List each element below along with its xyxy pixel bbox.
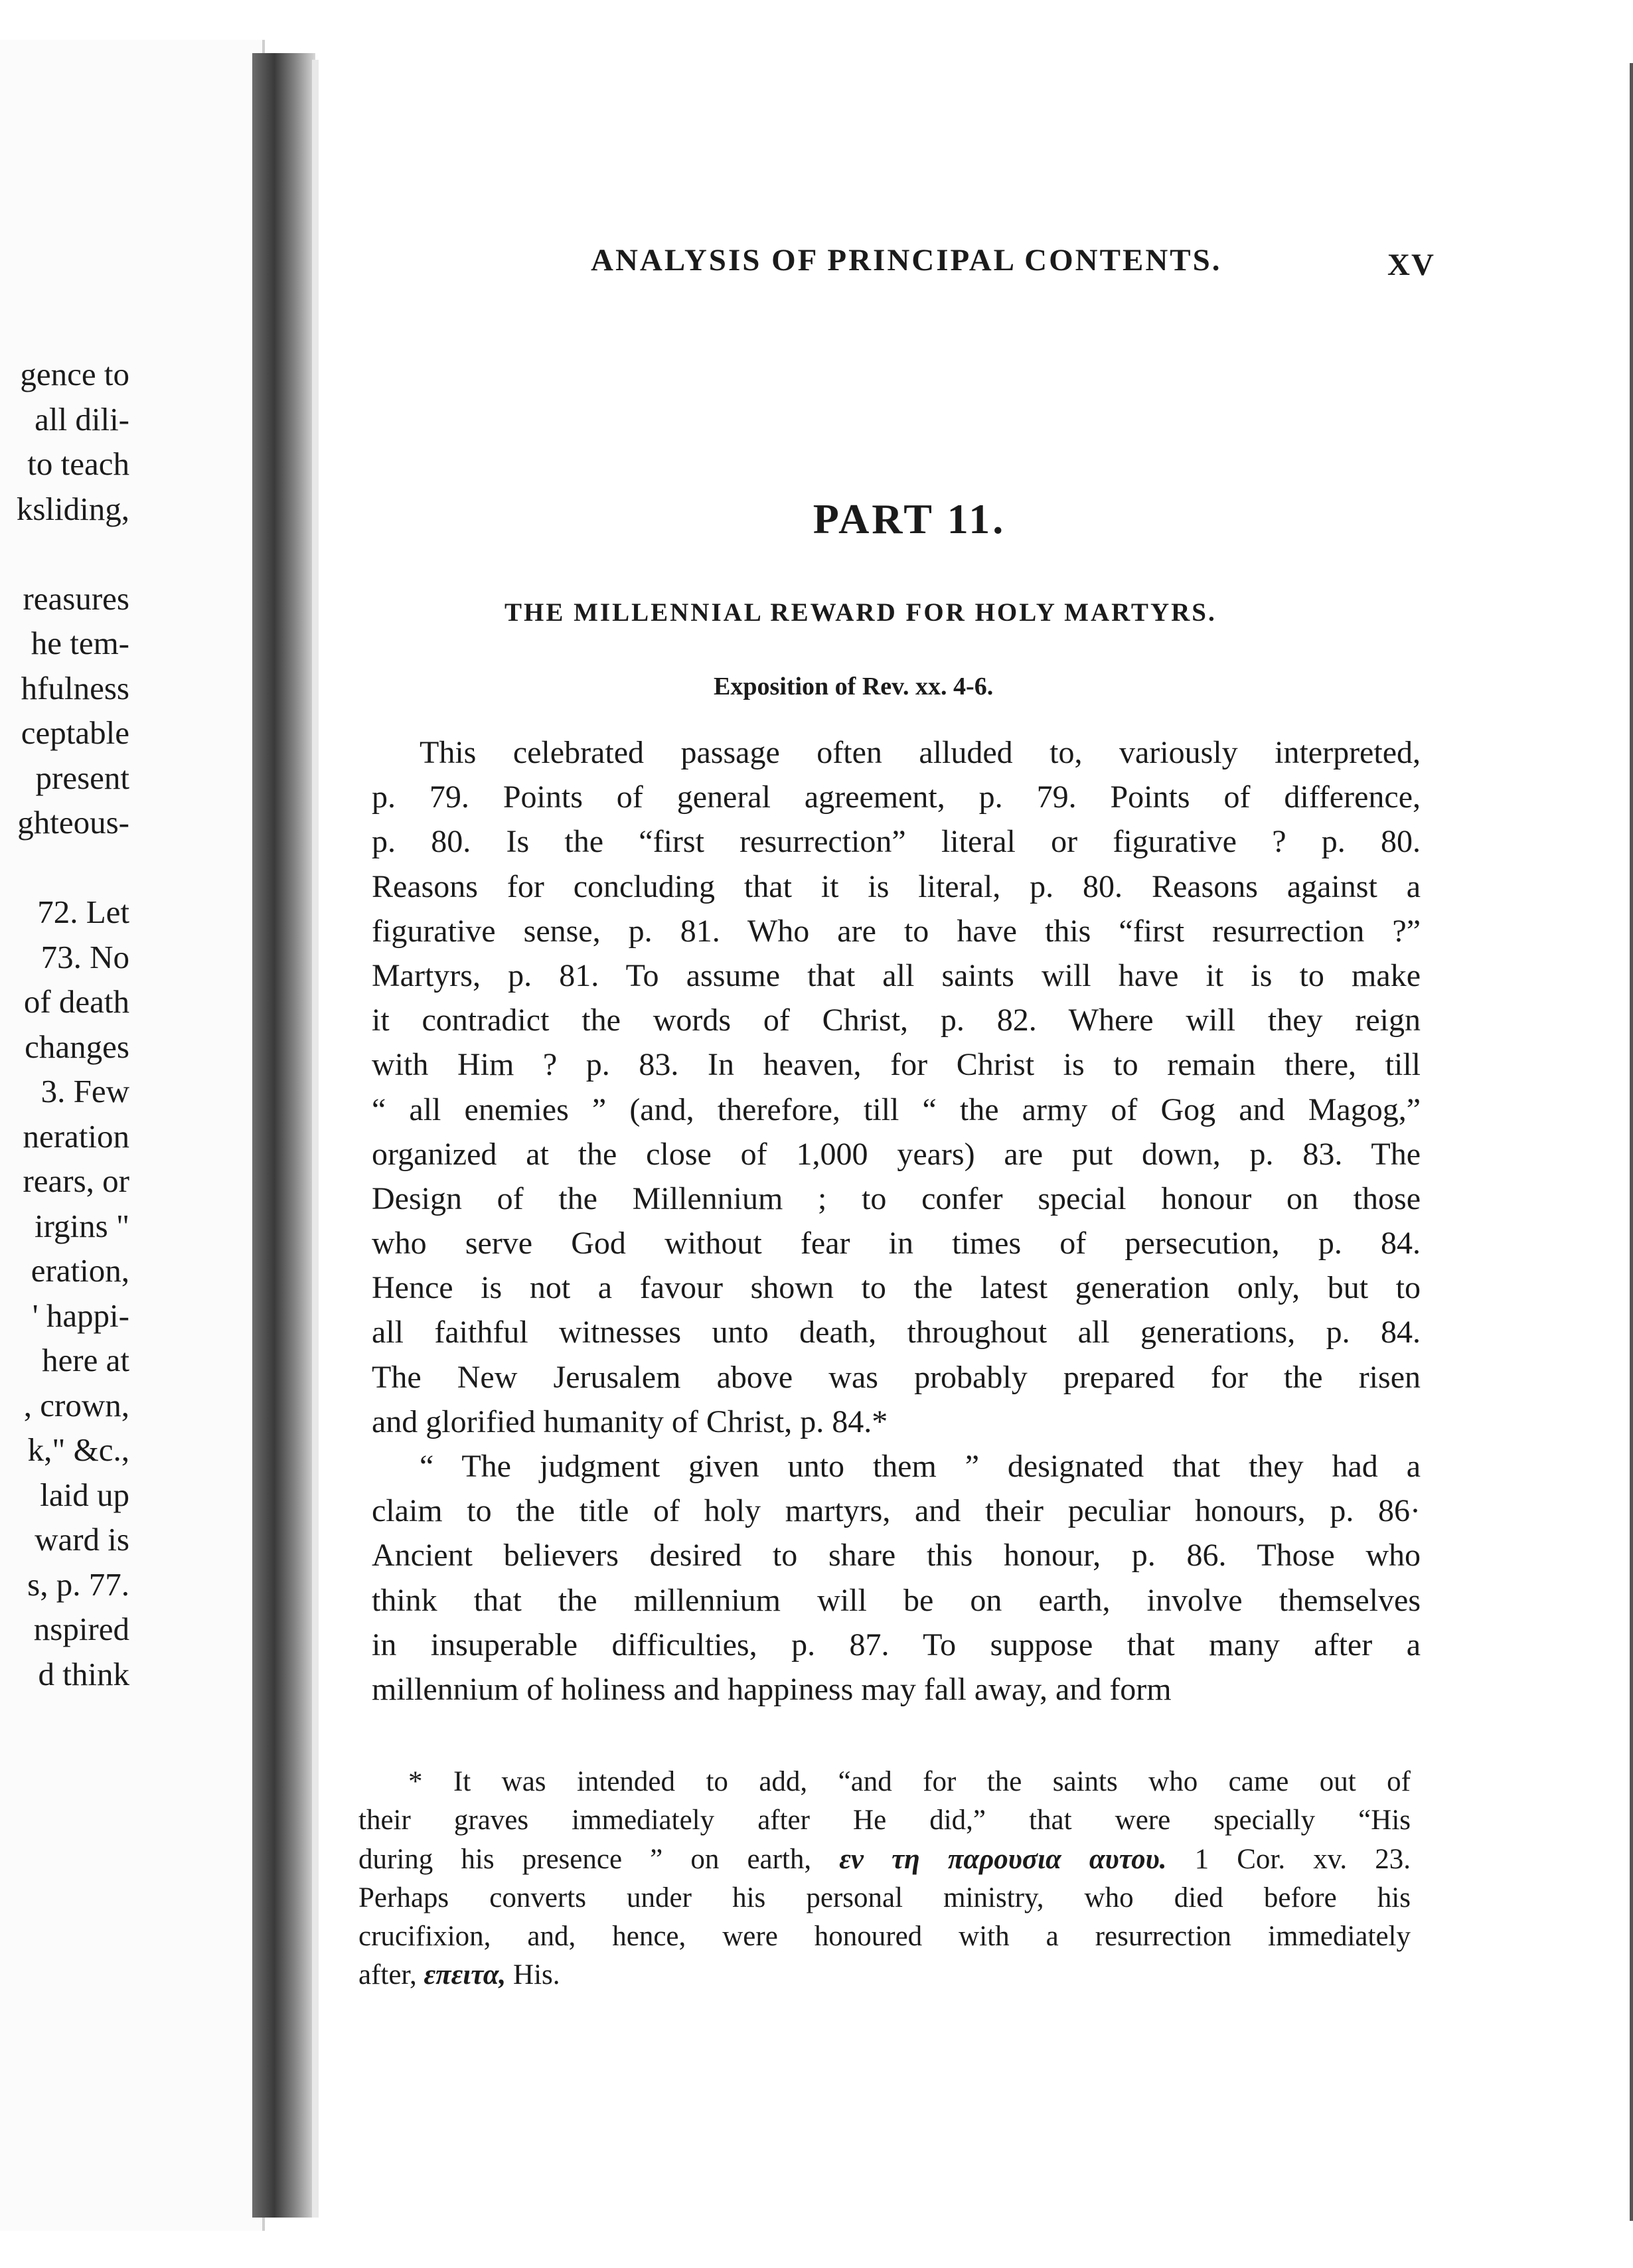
left-page-line: of death xyxy=(23,983,129,1020)
left-page-line: here at xyxy=(42,1342,129,1378)
left-page-line: hfulness xyxy=(21,669,129,706)
left-facing-page xyxy=(0,40,265,2231)
left-page-line: eration, xyxy=(31,1252,129,1289)
left-page-line: changes xyxy=(25,1028,129,1065)
left-page-line: 3. Few xyxy=(40,1073,129,1109)
left-page-line: he tem- xyxy=(31,625,129,661)
left-page-line: , crown, xyxy=(23,1386,129,1423)
exposition-heading: Exposition of Rev. xx. 4-6. xyxy=(714,673,994,700)
footnote-line: * It was intended to add, “and for the saints who came out of xyxy=(408,1766,1411,1797)
body-line: “ The judgment given unto them ” designated that they had a xyxy=(420,1449,1421,1484)
left-page-line: to teach xyxy=(27,446,129,482)
body-line: figurative sense, p. 81. Who are to have this “first resurrection ?” xyxy=(372,913,1421,949)
body-line: all faithful witnesses unto death, throughout all generations, p. 84. xyxy=(372,1315,1421,1350)
footnote-line: their graves immediately after He did,” that were specially “His xyxy=(358,1805,1411,1836)
left-page-line: ceptable xyxy=(21,714,129,751)
footnote-text: during his presence ” on earth, xyxy=(358,1843,812,1875)
left-page-line: rears, or xyxy=(23,1163,129,1199)
footnote-line: crucifixion, and, hence, were honoured with a resurrection immediately xyxy=(358,1921,1411,1953)
left-page-line: ward is xyxy=(35,1521,129,1558)
body-line: think that the millennium will be on earth, involve themselves xyxy=(372,1582,1421,1618)
left-page-line: nspired xyxy=(33,1611,129,1647)
left-page-line: ksliding, xyxy=(16,490,129,527)
left-page-line: reasures xyxy=(23,580,129,617)
body-line: who serve God without fear in times of persecution, p. 84. xyxy=(372,1226,1421,1261)
footnote-text: 1 Cor. xv. 23. xyxy=(1194,1843,1411,1875)
section-subtitle: THE MILLENNIAL REWARD FOR HOLY MARTYRS. xyxy=(505,598,1217,627)
footnote-text: His. xyxy=(513,1959,560,1991)
body-line: Reasons for concluding that it is literal, p. 80. Reasons against a xyxy=(372,868,1421,904)
body-line: millennium of holiness and happiness may fall away, and form xyxy=(372,1671,1172,1707)
left-page-line: all dili- xyxy=(35,400,129,438)
footnote-line xyxy=(358,1840,1411,1879)
left-page-line: 72. Let xyxy=(37,894,129,930)
left-page-line: ghteous- xyxy=(17,804,129,841)
left-page-line: neration xyxy=(23,1117,129,1155)
left-page-line: irgins " xyxy=(35,1207,129,1244)
body-line: This celebrated passage often alluded to, variously interpreted, xyxy=(420,735,1421,770)
body-line: organized at the close of 1,000 years) are put down, p. 83. The xyxy=(372,1136,1421,1172)
body-line: Design of the Millennium ; to confer special honour on those xyxy=(372,1180,1421,1216)
left-page-line: gence to xyxy=(20,356,129,392)
left-page-line: ' happi- xyxy=(32,1297,129,1334)
body-line: Hence is not a favour shown to the latest generation only, but to xyxy=(372,1270,1421,1306)
left-page-line: 73. No xyxy=(40,938,129,975)
body-line: The New Jerusalem above was probably prepared for the risen xyxy=(372,1359,1421,1395)
body-line: p. 79. Points of general agreement, p. 79. Points of difference, xyxy=(372,779,1421,815)
body-line: “ all enemies ” (and, therefore, till “ the army of Gog and Magog,” xyxy=(372,1092,1421,1127)
gutter-edge xyxy=(312,60,319,2218)
left-page-line: present xyxy=(35,759,129,796)
body-line: p. 80. Is the “first resurrection” literal or figurative ? p. 80. xyxy=(372,824,1421,860)
body-line: it contradict the words of Christ, p. 82. Where will they reign xyxy=(372,1003,1421,1038)
left-page-line: k," &c., xyxy=(27,1431,129,1468)
left-page-line xyxy=(17,845,129,890)
running-head: ANALYSIS OF PRINCIPAL CONTENTS. xyxy=(591,243,1222,278)
left-page-line: laid up xyxy=(40,1476,129,1513)
body-line: in insuperable difficulties, p. 87. To suppose that many after a xyxy=(372,1627,1421,1662)
body-line: and glorified humanity of Christ, p. 84.* xyxy=(372,1404,888,1439)
body-text xyxy=(372,730,1421,1712)
left-page-line: d think xyxy=(38,1655,129,1692)
left-page-text xyxy=(17,352,129,1696)
greek-word: επειτα, xyxy=(424,1959,506,1991)
left-page-line: s, p. 77. xyxy=(27,1566,129,1603)
footnote-line xyxy=(358,1956,1411,1994)
greek-phrase: εν τη παρουσια αυτου. xyxy=(839,1843,1167,1875)
body-line: Martyrs, p. 81. To assume that all saints will have it is to make xyxy=(372,957,1421,993)
body-line: claim to the title of holy martyrs, and their peculiar honours, p. 86· xyxy=(372,1493,1421,1529)
footnote-line: Perhaps converts under his personal ministry, who died before his xyxy=(358,1882,1411,1913)
body-line: Ancient believers desired to share this honour, p. 86. Those who xyxy=(372,1538,1421,1574)
part-title: PART 11. xyxy=(813,495,1006,542)
book-gutter xyxy=(252,53,315,2218)
page-number: XV xyxy=(1387,248,1435,282)
footnote-text: after, xyxy=(358,1959,417,1991)
footnote xyxy=(358,1763,1411,1995)
body-line: with Him ? p. 83. In heaven, for Christ is to remain there, till xyxy=(372,1047,1421,1083)
